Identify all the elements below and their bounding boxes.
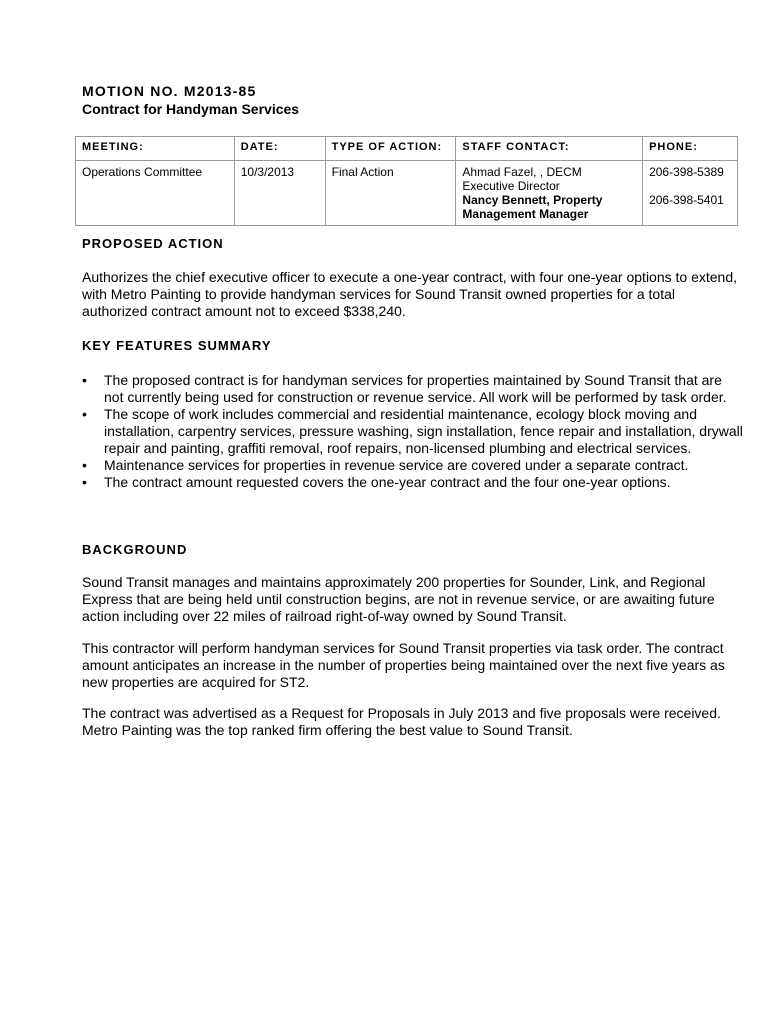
list-item: • The contract amount requested covers the one-year contract and the four one-year options. xyxy=(104,474,744,491)
list-item: • Maintenance services for properties in revenue service are covered under a separate contract. xyxy=(104,457,744,474)
key-features-list xyxy=(82,372,744,491)
document-page xyxy=(82,82,743,738)
key-features-heading: KEY FEATURES SUMMARY xyxy=(82,338,272,353)
table-row xyxy=(76,161,738,226)
phone-cell xyxy=(643,161,738,226)
phone-1: 206-398-5389 xyxy=(649,165,724,179)
background-paragraph-2: This contractor will perform handyman services for Sound Transit properties via task order. The contract amount anticipates an increase in the number of properties being maintained over the next five years as new properties are acquired for ST2. xyxy=(82,640,725,690)
list-item: • The proposed contract is for handyman services for properties maintained by Sound Transit that are not currently being used for construction or revenue service. All work will be performed by task order. xyxy=(104,372,744,406)
type-of-action-header: TYPE OF ACTION: xyxy=(325,137,456,161)
proposed-action-text: Authorizes the chief executive officer to execute a one-year contract, with four one-year options to extend, with Metro Painting to provide handyman services for Sound Transit owned properties for a total authorized contract amount not to exceed $338,240. xyxy=(82,269,737,319)
staff-contact-1-name: Ahmad Fazel, , DECM xyxy=(462,165,582,179)
background-heading: BACKGROUND xyxy=(82,542,188,557)
proposed-action-heading: PROPOSED ACTION xyxy=(82,236,224,251)
type-of-action-cell: Final Action xyxy=(325,161,456,226)
meeting-cell: Operations Committee xyxy=(76,161,235,226)
staff-contact-2-name: Nancy Bennett, Property xyxy=(462,193,603,207)
motion-title: Contract for Handyman Services xyxy=(82,101,300,117)
background-paragraph-3: The contract was advertised as a Request for Proposals in July 2013 and five proposals were received. Metro Painting was the top ranked firm offering the best value to Sound Transit. xyxy=(82,705,721,738)
motion-number: MOTION NO. M2013-85 xyxy=(82,83,257,99)
date-cell: 10/3/2013 xyxy=(234,161,325,226)
meeting-info-table xyxy=(75,136,738,226)
meeting-header: MEETING: xyxy=(76,137,235,161)
date-header: DATE: xyxy=(234,137,325,161)
phone-2: 206-398-5401 xyxy=(649,193,724,207)
staff-contact-2-title: Management Manager xyxy=(462,207,589,221)
list-item: • The scope of work includes commercial and residential maintenance, ecology block moving and installation, carpentry services, pressure washing, sign installation, fence repair and installation, drywall repair and painting, graffiti removal, roof repairs, non-licensed plumbing and electrical services. xyxy=(104,406,744,457)
staff-contact-header: STAFF CONTACT: xyxy=(456,137,643,161)
staff-contact-cell xyxy=(456,161,643,226)
table-header-row xyxy=(76,137,738,161)
background-paragraph-1: Sound Transit manages and maintains approximately 200 properties for Sounder, Link, and Regional Express that are being held until construction begins, are not in revenue service, or are awaiting future action including over 22 miles of railroad right-of-way owned by Sound Transit. xyxy=(82,574,715,624)
phone-header: PHONE: xyxy=(643,137,738,161)
staff-contact-1-title: Executive Director xyxy=(462,179,560,193)
